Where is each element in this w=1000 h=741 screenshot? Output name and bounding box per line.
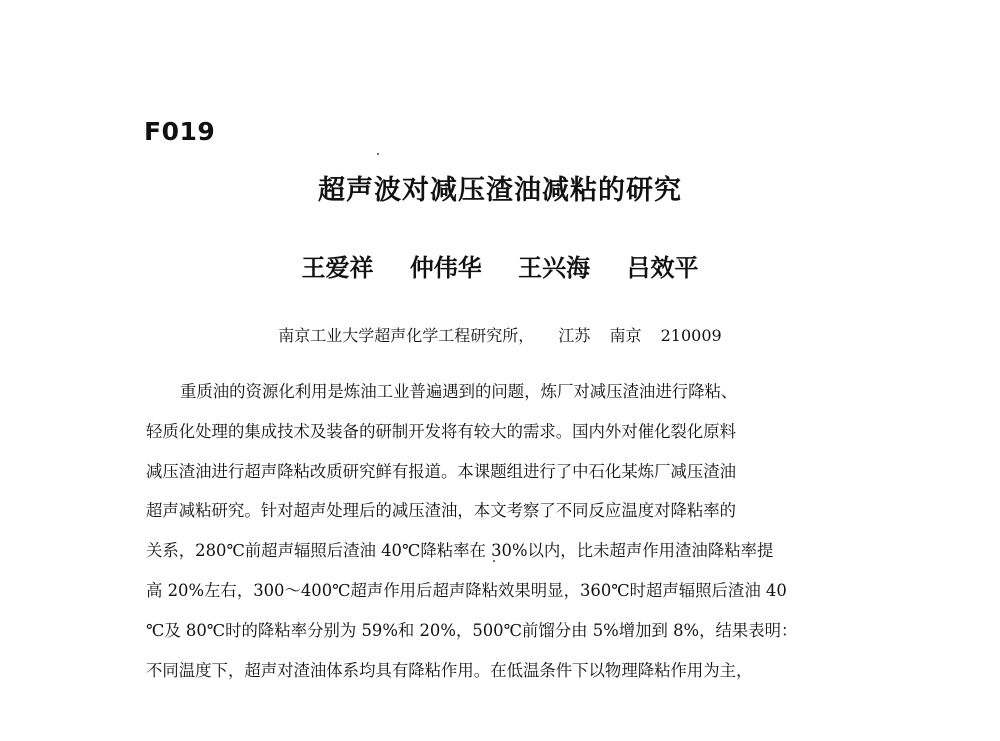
abstract-line: ℃及 80℃时的降粘率分别为 59%和 20%，500℃前馏分由 5%增加到 8%，结果表明： [146,620,798,640]
abstract-line: 轻质化处理的集成技术及装备的研制开发将有较大的需求。国内外对催化裂化原料 [146,421,737,441]
author-name: 吕效平 [626,254,699,282]
abstract-line: 超声减粘研究。针对超声处理后的减压渣油，本文考察了不同反应温度对降粘率的 [146,501,737,521]
scan-speck [493,560,495,562]
paper-code: F019 [144,117,216,146]
affiliation-city: 南京 [609,326,642,345]
author-name: 王兴海 [518,254,591,282]
scan-speck [377,153,379,155]
abstract-paragraph [146,372,858,690]
affiliation-postcode: 210009 [660,326,722,345]
affiliation [0,323,1000,346]
abstract-line: 重质油的资源化利用是炼油工业普遍遇到的问题，炼厂对减压渣油进行降粘、 [180,382,738,401]
author-name: 王爱祥 [301,254,374,282]
abstract-line: 关系，280℃前超声辐照后渣油 40℃降粘率在 30%以内，比未超声作用渣油降粘率提 [146,541,774,561]
affiliation-province: 江苏 [558,326,591,345]
author-name: 仲伟华 [409,254,482,282]
abstract-line: 高 20%左右，300～400℃超声作用后超声降粘效果明显，360℃时超声辐照后渣油 40 [146,580,787,600]
abstract-line: 减压渣油进行超声降粘改质研究鲜有报道。本课题组进行了中石化某炼厂减压渣油 [146,461,737,481]
affiliation-institute: 南京工业大学超声化学工程研究所， [278,326,535,345]
paper-title: 超声波对减压渣油减粘的研究 [318,175,682,206]
author-list [0,248,1000,283]
abstract-line: 不同温度下，超声对渣油体系均具有降粘作用。在低温条件下以物理降粘作用为主， [146,660,753,680]
